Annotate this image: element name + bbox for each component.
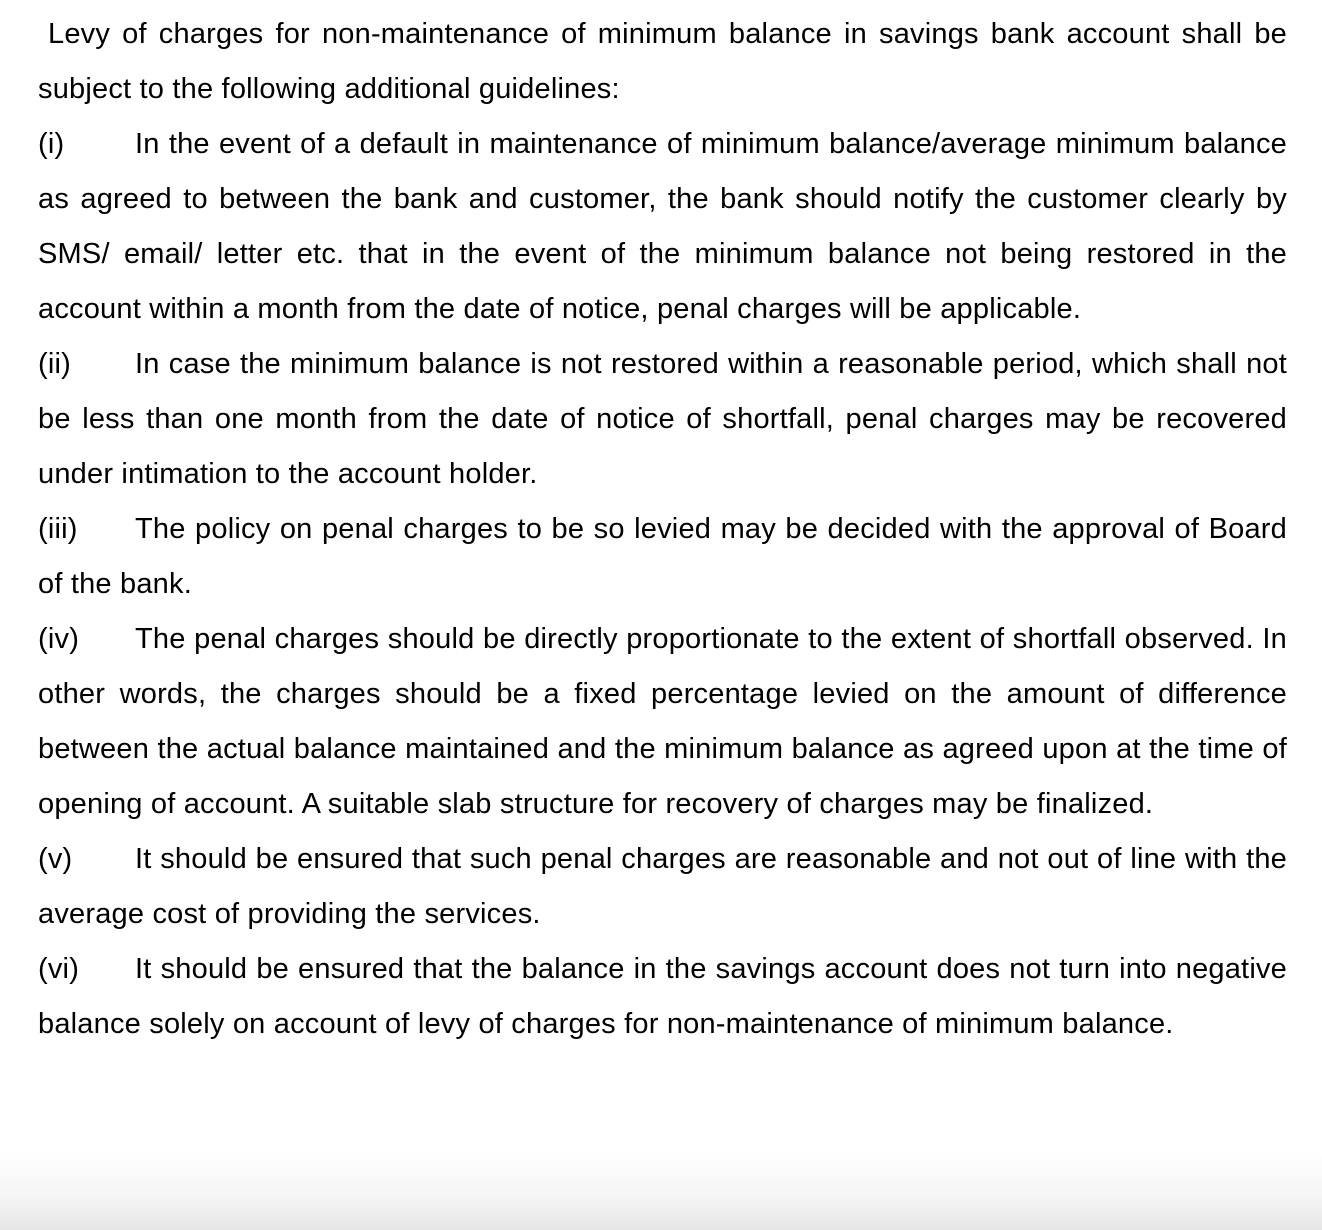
list-item: [38, 942, 1287, 1052]
list-item-marker: (iii): [38, 513, 78, 545]
list-item-marker: (ii): [38, 348, 72, 380]
list-item-text: In case the minimum balance is not restored within a reasonable period, which shall not be less than one month from the date of notice of shortfall, penal charges may be recovered under intimation to the account holder.: [38, 348, 1287, 490]
list-item-text: It should be ensured that such penal charges are reasonable and not out of line with the average cost of providing the services.: [38, 843, 1287, 930]
list-item-marker: (iv): [38, 623, 80, 655]
list-item-text: It should be ensured that the balance in the savings account does not turn into negative balance solely on account of levy of charges for non-maintenance of minimum balance.: [38, 953, 1287, 1040]
list-item: [38, 117, 1287, 337]
list-item-marker: (v): [38, 843, 73, 875]
intro-paragraph: Levy of charges for non-maintenance of minimum balance in savings bank account shall be subject to the following additional guidelines:: [38, 18, 1287, 105]
list-item-text: The penal charges should be directly proportionate to the extent of shortfall observed. In other words, the charges should be a fixed percentage levied on the amount of difference between the actual balance maintained and the minimum balance as agreed upon at the time of opening of account. A suitable slab structure for recovery of charges may be finalized.: [38, 623, 1287, 820]
list-item: [38, 832, 1287, 942]
list-item: [38, 612, 1287, 832]
list-item-marker: (vi): [38, 953, 80, 985]
list-item-marker: (i): [38, 128, 65, 160]
list-item: [38, 337, 1287, 502]
list-item: [38, 502, 1287, 612]
list-item-text: The policy on penal charges to be so levied may be decided with the approval of Board of the bank.: [38, 513, 1287, 600]
list-item-text: In the event of a default in maintenance of minimum balance/average minimum balance as agreed to between the bank and customer, the bank should notify the customer clearly by SMS/ email/ letter etc. that in the event of the minimum balance not being restored in the account within a month from the date of notice, penal charges will be applicable.: [38, 128, 1287, 325]
page-bottom-fade: [0, 1152, 1322, 1230]
